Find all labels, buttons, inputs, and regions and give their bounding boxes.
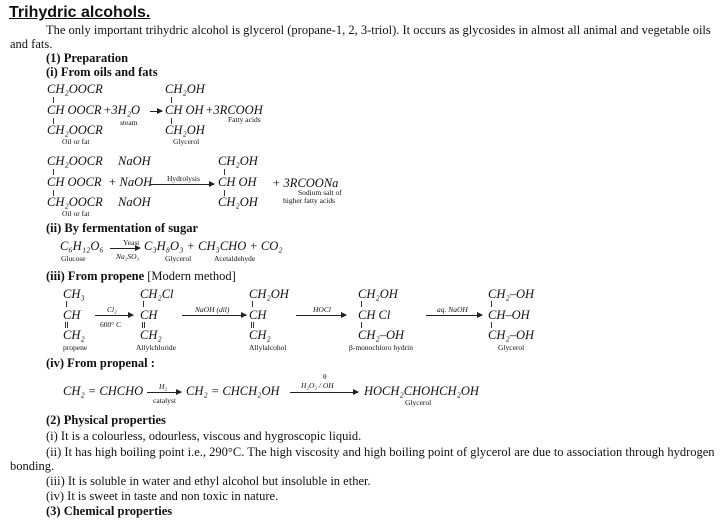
r3-products: C₃H₈O₃ + CH₃CHO + CO₂ xyxy=(144,239,283,253)
r4-e3: CH₂–OH xyxy=(358,328,405,342)
r5-h2o2-oh: H₂O₂ / OH xyxy=(301,381,334,390)
r4-b3: CH₂ xyxy=(140,328,162,342)
r4-a1: CH₃ xyxy=(63,287,85,301)
r4-naoh-dil: NaOH (dil) xyxy=(195,305,230,314)
r3-glucose: C₆H₁₂O₆ xyxy=(60,239,104,253)
preparation-heading: (1) Preparation xyxy=(46,51,129,65)
physical-heading: (2) Physical properties xyxy=(46,413,166,427)
reaction-arrow xyxy=(296,315,346,316)
r2-left-line1: CH₂OOCR xyxy=(47,154,103,168)
r1-left-line3: CH₂OOCR xyxy=(47,123,103,137)
r4-600c: 600° C xyxy=(100,320,122,329)
reaction-arrow xyxy=(110,248,140,249)
r5-catalyst: catalyst xyxy=(153,396,176,405)
bond xyxy=(252,301,253,307)
r2-salt-label-1: Sodium salt of xyxy=(298,188,342,197)
r4-d1: CH₂OH xyxy=(249,287,289,301)
r1-left-line2: CH OOCR xyxy=(47,103,102,117)
page-title: Trihydric alcohols. xyxy=(9,4,151,21)
r4-f1: CH₂–OH xyxy=(488,287,535,301)
r4-d2: CH xyxy=(249,308,267,322)
r1-condition: steam xyxy=(120,118,138,127)
propene-heading-wrap xyxy=(46,270,236,283)
r5-glycerol: HOCH₂CHOHCH₂OH xyxy=(364,384,479,398)
intro-line-2: and fats. xyxy=(10,37,53,51)
r4-propene-label: propene xyxy=(63,343,88,352)
oils-fats-subheading: (i) From oils and fats xyxy=(46,65,158,79)
r4-hocl: HOCl xyxy=(313,305,331,314)
r4-glycerol-label: Glycerol xyxy=(498,343,525,352)
r2-salt-label-2: higher fatty acids xyxy=(283,196,336,205)
r5-allylalcohol: CH₂ = CHCH₂OH xyxy=(186,384,280,398)
reaction-arrow xyxy=(147,392,181,393)
physical-property-2a: (ii) It has high boiling point i.e., 290°C. The high viscosity and high boiling point of glycerol are due to association through hydrogen xyxy=(46,445,715,459)
r4-b1: CH₂Cl xyxy=(140,287,174,301)
reaction-arrow xyxy=(426,315,482,316)
physical-property-4: (iv) It is sweet in taste and non toxic in nature. xyxy=(46,489,279,503)
reaction-arrow xyxy=(150,184,214,185)
r5-h2: H₂ xyxy=(159,382,168,391)
theta-mark: θ xyxy=(323,372,327,381)
bond xyxy=(361,301,362,307)
r4-allylalcohol-label: Allylalcohol xyxy=(249,343,287,352)
r2-product-line2: CH OH xyxy=(218,175,257,189)
reaction-arrow xyxy=(150,111,162,112)
r2-salt: + 3RCOONa xyxy=(272,176,339,190)
r5-propenal: CH₂ = CHCHO xyxy=(63,384,144,398)
r4-cl2: Cl₂ xyxy=(107,305,117,314)
r2-naoh-3: NaOH xyxy=(118,195,151,209)
physical-property-1: (i) It is a colourless, odourless, viscous and hygroscopic liquid. xyxy=(46,429,362,443)
r4-aq-naoh: aq. NaOH xyxy=(437,305,468,314)
r1-left-line1: CH₂OOCR xyxy=(47,82,103,96)
r1-water: +3H₂O xyxy=(103,103,141,117)
r4-f2: CH–OH xyxy=(488,308,530,322)
r2-left-line2: CH OOCR xyxy=(47,175,102,189)
r5-glycerol-label: Glycerol xyxy=(405,398,432,407)
r2-oil-label: Oil or fat xyxy=(62,209,90,218)
propenal-heading: (iv) From propenal : xyxy=(46,356,155,370)
bond xyxy=(491,301,492,307)
r4-f3: CH₂–OH xyxy=(488,328,535,342)
chemical-heading: (3) Chemical properties xyxy=(46,504,173,518)
intro-line-1: The only important trihydric alcohol is glycerol (propane-1, 2, 3-triol). It occurs as glycosides in almost all animal and vegetable oils xyxy=(46,23,711,37)
bond xyxy=(66,301,67,307)
r1-product-line1: CH₂OH xyxy=(165,82,205,96)
r4-e2: CH Cl xyxy=(358,308,391,322)
r1-oil-label: Oil or fat xyxy=(62,137,90,146)
r2-left-line3: CH₂OOCR xyxy=(47,195,103,209)
physical-property-3: (iii) It is soluble in water and ethyl alcohol but insoluble in ether. xyxy=(46,474,371,488)
r1-product-line3: CH₂OH xyxy=(165,123,205,137)
r4-allylchloride-label: Allylchloride xyxy=(136,343,176,352)
r2-condition: Hydrolysis xyxy=(167,174,200,183)
r3-na2so3: Na₂SO₃ xyxy=(116,252,140,261)
propene-heading: (iii) From propene xyxy=(46,269,145,283)
reaction-arrow xyxy=(95,315,133,316)
r2-naoh-2: + NaOH xyxy=(108,175,153,189)
propene-method: [Modern method] xyxy=(147,269,236,283)
r2-naoh-1: NaOH xyxy=(118,154,151,168)
r3-acetaldehyde-label: Acetaldehyde xyxy=(214,254,256,263)
r3-glucose-label: Glucose xyxy=(61,254,86,263)
r2-product-line3: CH₂OH xyxy=(218,195,258,209)
fermentation-heading: (ii) By fermentation of sugar xyxy=(46,221,199,235)
r3-glycerol-label: Glycerol xyxy=(165,254,192,263)
physical-property-2b: bonding. xyxy=(10,459,55,473)
r1-product-line2: CH OH xyxy=(165,103,204,117)
r4-monochlorohydrin-label: β-monochloro hydrin xyxy=(349,343,414,352)
r2-product-line1: CH₂OH xyxy=(218,154,258,168)
r1-acid: +3RCOOH xyxy=(205,103,263,117)
reaction-arrow xyxy=(182,315,246,316)
r4-b2: CH xyxy=(140,308,158,322)
r1-glycerol-label: Glycerol xyxy=(173,137,200,146)
r1-acid-label: Fatty acids xyxy=(228,115,261,124)
r4-a2: CH xyxy=(63,308,81,322)
r4-a3: CH₂ xyxy=(63,328,85,342)
r4-d3: CH₂ xyxy=(249,328,271,342)
r3-yeast: Yeast xyxy=(123,238,140,247)
r4-e1: CH₂OH xyxy=(358,287,398,301)
bond xyxy=(143,301,144,307)
reaction-arrow xyxy=(290,392,358,393)
